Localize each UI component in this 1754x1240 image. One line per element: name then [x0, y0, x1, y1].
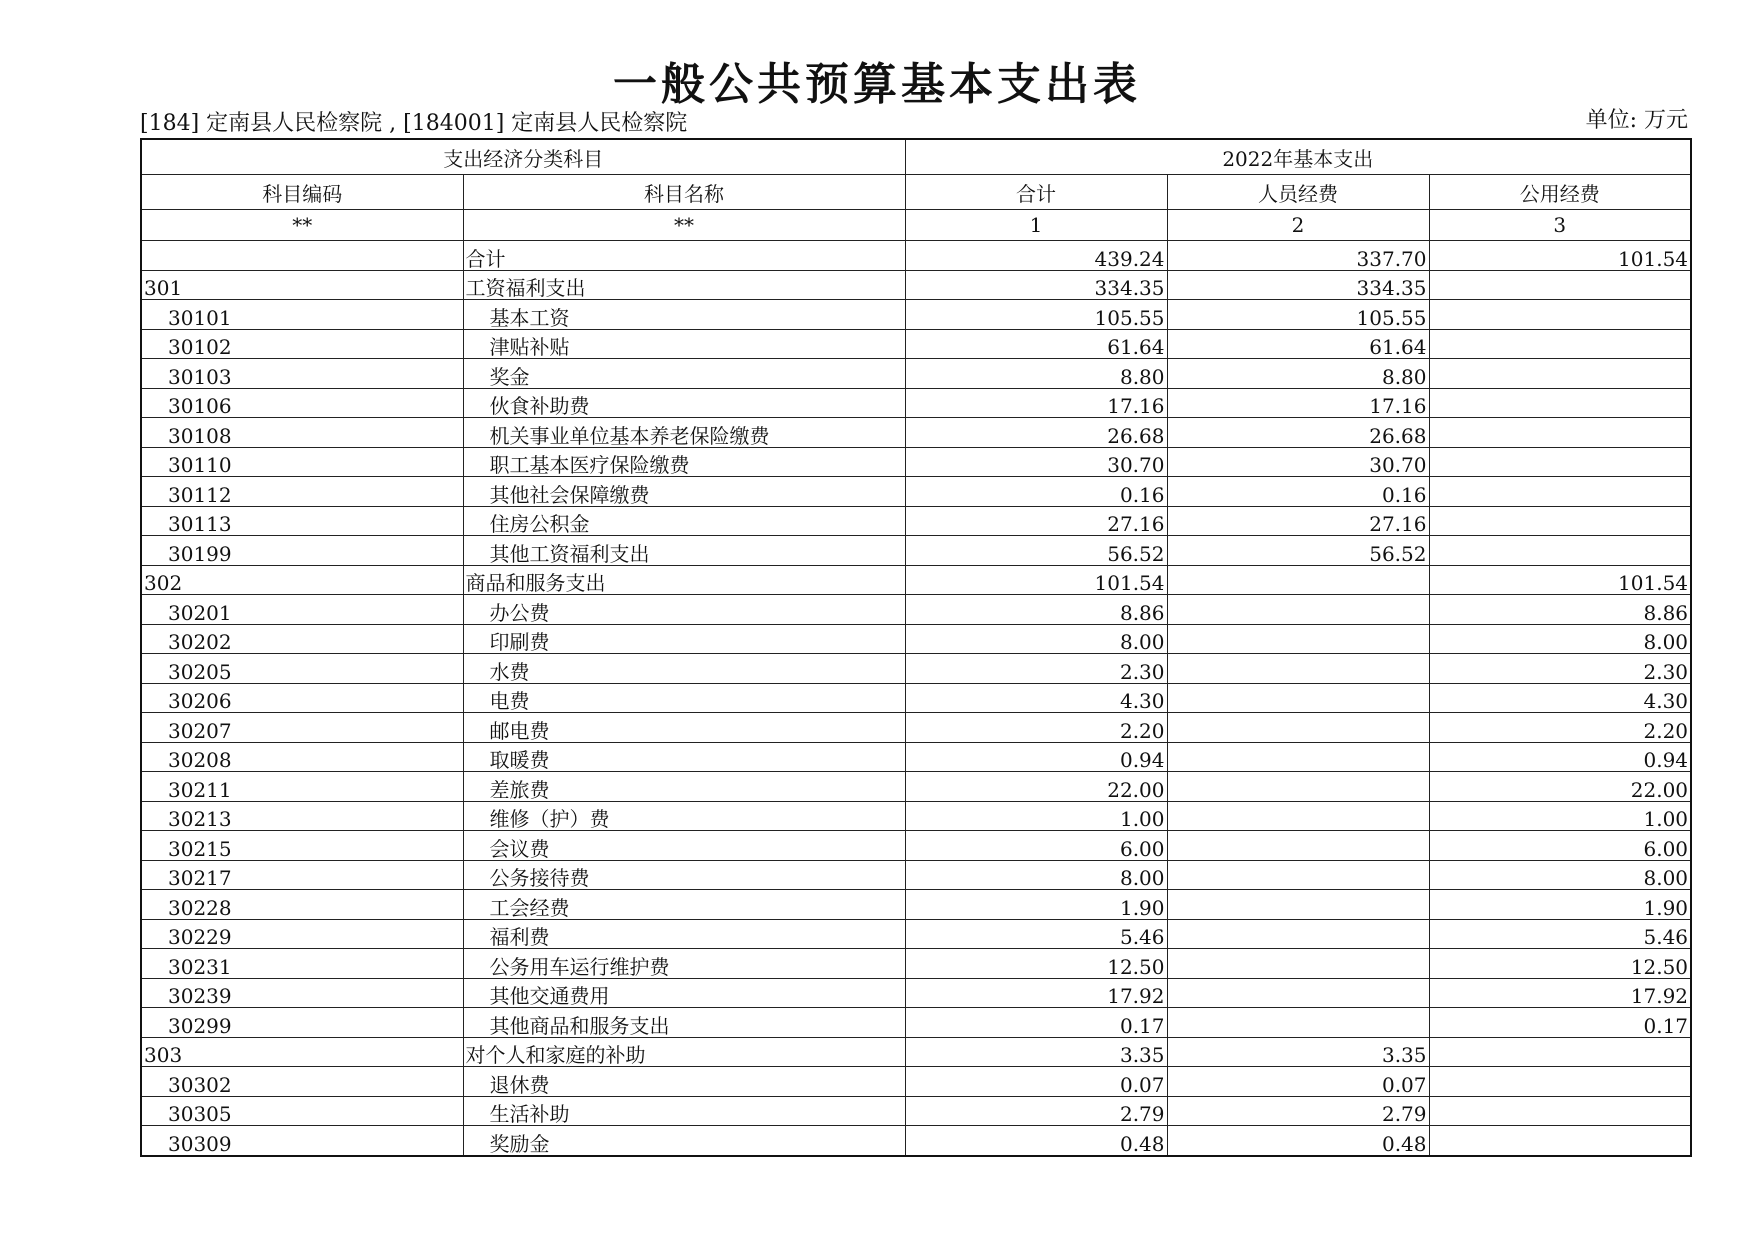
table-row [141, 772, 1691, 802]
row-name: 福利费 [463, 919, 905, 949]
row-public [1429, 1037, 1691, 1067]
row-total: 30.70 [905, 447, 1167, 477]
row-name: 伙食补助费 [463, 388, 905, 418]
row-public [1429, 1126, 1691, 1156]
row-total: 8.80 [905, 359, 1167, 389]
header-star-code: ** [141, 210, 463, 241]
row-total: 2.20 [905, 713, 1167, 743]
row-personnel: 26.68 [1167, 418, 1429, 448]
header-public: 公用经费 [1429, 175, 1691, 210]
row-personnel [1167, 595, 1429, 625]
row-name: 奖励金 [463, 1126, 905, 1156]
row-public: 1.90 [1429, 890, 1691, 920]
table-row [141, 595, 1691, 625]
row-public: 0.17 [1429, 1008, 1691, 1038]
budget-table [140, 138, 1692, 1157]
row-personnel [1167, 919, 1429, 949]
header-personnel: 人员经费 [1167, 175, 1429, 210]
row-code: 30108 [141, 418, 463, 448]
header-row-index [141, 210, 1691, 241]
table-row [141, 683, 1691, 713]
row-total: 0.07 [905, 1067, 1167, 1097]
row-personnel: 3.35 [1167, 1037, 1429, 1067]
header-group-right: 2022年基本支出 [905, 139, 1691, 175]
row-total: 27.16 [905, 506, 1167, 536]
row-code: 30112 [141, 477, 463, 507]
row-public: 2.30 [1429, 654, 1691, 684]
row-personnel: 30.70 [1167, 447, 1429, 477]
row-public [1429, 300, 1691, 330]
row-code: 30302 [141, 1067, 463, 1097]
row-name: 基本工资 [463, 300, 905, 330]
row-personnel [1167, 624, 1429, 654]
row-code: 302 [141, 565, 463, 595]
row-total: 6.00 [905, 831, 1167, 861]
table-row [141, 477, 1691, 507]
row-personnel [1167, 978, 1429, 1008]
table-row [141, 654, 1691, 684]
row-public: 8.00 [1429, 860, 1691, 890]
row-personnel: 17.16 [1167, 388, 1429, 418]
row-total: 4.30 [905, 683, 1167, 713]
header-code: 科目编码 [141, 175, 463, 210]
header-index-3: 3 [1429, 210, 1691, 241]
row-personnel: 27.16 [1167, 506, 1429, 536]
row-code: 30199 [141, 536, 463, 566]
table-row [141, 418, 1691, 448]
row-code: 30201 [141, 595, 463, 625]
row-code: 303 [141, 1037, 463, 1067]
row-name: 邮电费 [463, 713, 905, 743]
table-row [141, 447, 1691, 477]
row-public [1429, 329, 1691, 359]
table-row [141, 536, 1691, 566]
table-row [141, 860, 1691, 890]
table-row [141, 949, 1691, 979]
row-personnel [1167, 949, 1429, 979]
row-total: 8.00 [905, 624, 1167, 654]
row-code: 30299 [141, 1008, 463, 1038]
row-code: 30239 [141, 978, 463, 1008]
row-name: 其他商品和服务支出 [463, 1008, 905, 1038]
row-public: 2.20 [1429, 713, 1691, 743]
table-row [141, 329, 1691, 359]
table-row [141, 270, 1691, 300]
row-public: 8.86 [1429, 595, 1691, 625]
table-row [141, 742, 1691, 772]
row-public: 101.54 [1429, 565, 1691, 595]
table-row [141, 831, 1691, 861]
row-public [1429, 388, 1691, 418]
table-row [141, 890, 1691, 920]
row-code: 30229 [141, 919, 463, 949]
header-total: 合计 [905, 175, 1167, 210]
row-public [1429, 447, 1691, 477]
row-public [1429, 1067, 1691, 1097]
row-name: 机关事业单位基本养老保险缴费 [463, 418, 905, 448]
row-total: 1.90 [905, 890, 1167, 920]
row-name: 取暖费 [463, 742, 905, 772]
row-code: 30101 [141, 300, 463, 330]
row-public: 12.50 [1429, 949, 1691, 979]
row-name: 会议费 [463, 831, 905, 861]
row-code: 30213 [141, 801, 463, 831]
row-personnel: 0.07 [1167, 1067, 1429, 1097]
row-name: 办公费 [463, 595, 905, 625]
row-personnel [1167, 890, 1429, 920]
row-name: 电费 [463, 683, 905, 713]
row-total: 26.68 [905, 418, 1167, 448]
row-personnel: 334.35 [1167, 270, 1429, 300]
row-name: 津贴补贴 [463, 329, 905, 359]
row-code: 30228 [141, 890, 463, 920]
row-public: 101.54 [1429, 241, 1691, 271]
row-total: 0.48 [905, 1126, 1167, 1156]
row-personnel: 61.64 [1167, 329, 1429, 359]
row-name: 其他工资福利支出 [463, 536, 905, 566]
table-row [141, 1008, 1691, 1038]
row-name: 水费 [463, 654, 905, 684]
row-name: 住房公积金 [463, 506, 905, 536]
row-personnel [1167, 683, 1429, 713]
row-public: 17.92 [1429, 978, 1691, 1008]
row-total: 334.35 [905, 270, 1167, 300]
row-personnel [1167, 713, 1429, 743]
table-row [141, 624, 1691, 654]
row-public [1429, 477, 1691, 507]
row-name: 职工基本医疗保险缴费 [463, 447, 905, 477]
unit-label: 单位: 万元 [1585, 108, 1688, 133]
row-name: 生活补助 [463, 1096, 905, 1126]
table-row [141, 978, 1691, 1008]
row-total: 17.16 [905, 388, 1167, 418]
row-name: 公务用车运行维护费 [463, 949, 905, 979]
table-row [141, 1067, 1691, 1097]
row-personnel [1167, 772, 1429, 802]
table-row [141, 801, 1691, 831]
row-public: 22.00 [1429, 772, 1691, 802]
table-row [141, 300, 1691, 330]
row-public: 4.30 [1429, 683, 1691, 713]
row-code: 30205 [141, 654, 463, 684]
row-name: 商品和服务支出 [463, 565, 905, 595]
row-code: 30110 [141, 447, 463, 477]
table-row [141, 713, 1691, 743]
row-personnel [1167, 565, 1429, 595]
row-code: 30113 [141, 506, 463, 536]
table-row [141, 1037, 1691, 1067]
row-personnel: 337.70 [1167, 241, 1429, 271]
table-row [141, 241, 1691, 271]
row-total: 56.52 [905, 536, 1167, 566]
row-code: 30103 [141, 359, 463, 389]
row-personnel [1167, 801, 1429, 831]
row-total: 12.50 [905, 949, 1167, 979]
row-public: 6.00 [1429, 831, 1691, 861]
table-row [141, 1096, 1691, 1126]
row-personnel: 105.55 [1167, 300, 1429, 330]
row-code: 30202 [141, 624, 463, 654]
row-name: 其他社会保障缴费 [463, 477, 905, 507]
row-public: 5.46 [1429, 919, 1691, 949]
row-code: 30102 [141, 329, 463, 359]
row-name: 其他交通费用 [463, 978, 905, 1008]
row-name: 印刷费 [463, 624, 905, 654]
row-public [1429, 270, 1691, 300]
row-personnel: 8.80 [1167, 359, 1429, 389]
row-public [1429, 418, 1691, 448]
row-personnel: 56.52 [1167, 536, 1429, 566]
header-group-left: 支出经济分类科目 [141, 139, 905, 175]
row-total: 2.79 [905, 1096, 1167, 1126]
row-total: 5.46 [905, 919, 1167, 949]
table-row [141, 506, 1691, 536]
row-code: 301 [141, 270, 463, 300]
organization-label: [184] 定南县人民检察院 , [184001] 定南县人民检察院 [140, 111, 688, 136]
row-name: 合计 [463, 241, 905, 271]
row-personnel [1167, 654, 1429, 684]
row-code: 30207 [141, 713, 463, 743]
row-total: 0.16 [905, 477, 1167, 507]
row-personnel [1167, 1008, 1429, 1038]
row-name: 差旅费 [463, 772, 905, 802]
table-row [141, 919, 1691, 949]
row-total: 0.17 [905, 1008, 1167, 1038]
row-code: 30217 [141, 860, 463, 890]
header-row-group [141, 139, 1691, 175]
row-total: 439.24 [905, 241, 1167, 271]
row-personnel [1167, 860, 1429, 890]
row-code [141, 241, 463, 271]
row-name: 奖金 [463, 359, 905, 389]
header-name: 科目名称 [463, 175, 905, 210]
header-star-name: ** [463, 210, 905, 241]
row-code: 30231 [141, 949, 463, 979]
table-row [141, 388, 1691, 418]
page-title: 一般公共预算基本支出表 [613, 59, 1141, 110]
header-index-2: 2 [1167, 210, 1429, 241]
row-name: 维修（护）费 [463, 801, 905, 831]
row-code: 30206 [141, 683, 463, 713]
row-total: 3.35 [905, 1037, 1167, 1067]
row-code: 30106 [141, 388, 463, 418]
row-code: 30305 [141, 1096, 463, 1126]
table-row [141, 565, 1691, 595]
row-personnel: 0.16 [1167, 477, 1429, 507]
row-total: 105.55 [905, 300, 1167, 330]
row-total: 8.86 [905, 595, 1167, 625]
row-code: 30211 [141, 772, 463, 802]
row-name: 退休费 [463, 1067, 905, 1097]
row-total: 22.00 [905, 772, 1167, 802]
header-index-1: 1 [905, 210, 1167, 241]
row-personnel [1167, 831, 1429, 861]
row-total: 61.64 [905, 329, 1167, 359]
row-total: 2.30 [905, 654, 1167, 684]
row-total: 0.94 [905, 742, 1167, 772]
table-row [141, 359, 1691, 389]
row-public [1429, 536, 1691, 566]
row-total: 101.54 [905, 565, 1167, 595]
row-public: 8.00 [1429, 624, 1691, 654]
row-personnel: 2.79 [1167, 1096, 1429, 1126]
row-total: 1.00 [905, 801, 1167, 831]
row-public [1429, 359, 1691, 389]
row-personnel: 0.48 [1167, 1126, 1429, 1156]
row-public [1429, 1096, 1691, 1126]
row-code: 30215 [141, 831, 463, 861]
row-total: 17.92 [905, 978, 1167, 1008]
row-personnel [1167, 742, 1429, 772]
row-name: 对个人和家庭的补助 [463, 1037, 905, 1067]
row-name: 工会经费 [463, 890, 905, 920]
header-row-columns [141, 175, 1691, 210]
row-public: 1.00 [1429, 801, 1691, 831]
row-public: 0.94 [1429, 742, 1691, 772]
table-row [141, 1126, 1691, 1156]
row-total: 8.00 [905, 860, 1167, 890]
row-name: 公务接待费 [463, 860, 905, 890]
row-code: 30309 [141, 1126, 463, 1156]
row-name: 工资福利支出 [463, 270, 905, 300]
row-code: 30208 [141, 742, 463, 772]
row-public [1429, 506, 1691, 536]
